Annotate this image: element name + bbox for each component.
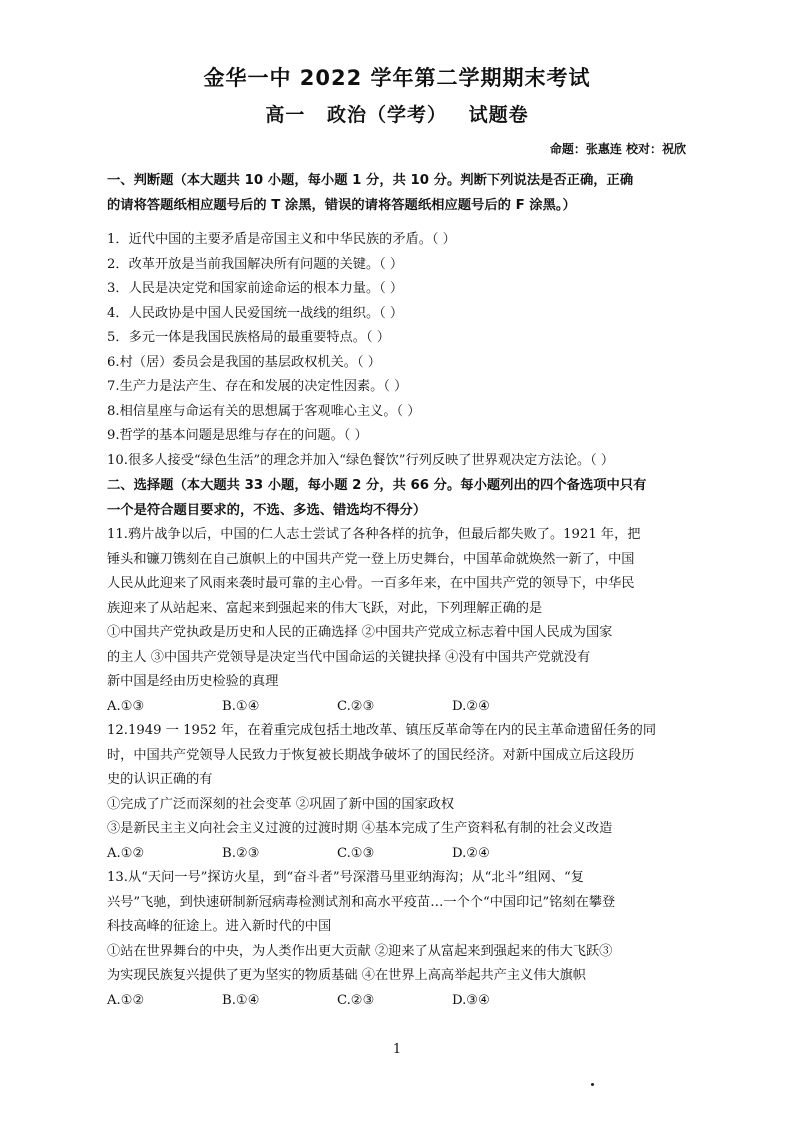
q13-stem-line: 13.从“天问一号”探访火星，到“奋斗者”号深潜马里亚纳海沟；从“北斗”组网、“复 — [107, 870, 584, 885]
q12-statement-line: ③是新民主主义向社会主义过渡的过渡时期 ④基本完成了生产资料私有制的社会义改造 — [107, 821, 613, 836]
q11-option-a: A.①③ — [107, 698, 145, 714]
q13-option-d: D.③④ — [452, 992, 490, 1008]
q11-option-b: B.①④ — [222, 698, 260, 714]
section1-heading-line2: 的请将答题纸相应题号后的 T 涂黑，错误的请将答题纸相应题号后的 F 涂黑。） — [107, 198, 576, 213]
q11-stem-line: 锤头和镰刀镌刻在自己旗帜上的中国共产党一登上历史舞台，中国革命就焕然一新了，中国 — [107, 551, 635, 567]
tf-item-6: 6.村（居）委员会是我国的基层政权机关。（ ） — [107, 354, 381, 370]
q13-stem-line: 科技高峰的征途上。进入新时代的中国 — [107, 919, 332, 934]
q12-option-d: D.②④ — [452, 845, 490, 861]
q11-stem-line: 人民从此迎来了风雨来袭时最可靠的主心骨。一百多年来，在中国共产党的领导下，中华民 — [107, 576, 635, 591]
q12-statement-line: ①完成了广泛而深刻的社会变革 ②巩固了新中国的国家政权 — [107, 796, 455, 812]
tf-item-5: 5．多元一体是我国民族格局的最重要特点。（ ） — [107, 330, 390, 345]
section2-heading-line1: 二、选择题（本大题共 33 小题，每小题 2 分，共 66 分。每小题列出的四个备选项中只有 — [107, 478, 647, 493]
exam-subtitle: 高一 政治（学考） 试题卷 — [265, 104, 529, 126]
tf-item-4: 4．人民政协是中国人民爱国统一战线的组织。（ ） — [107, 305, 404, 321]
tf-item-9: 9.哲学的基本问题是思维与存在的问题。（ ） — [107, 428, 368, 443]
tf-item-10: 10.很多人接受“绿色生活”的理念并加入“绿色餐饮”行列反映了世界观决定方法论。（ ） — [107, 452, 615, 468]
q11-option-c: C.②③ — [337, 698, 375, 714]
q11-statement-line: ①中国共产党执政是历史和人民的正确选择 ②中国共产党成立标志着中国人民成为国家 — [107, 625, 613, 640]
q13-option-c: C.②③ — [337, 992, 375, 1008]
tf-item-1: 1．近代中国的主要矛盾是帝国主义和中华民族的矛盾。（ ） — [107, 232, 456, 247]
q13-option-b: B.①④ — [222, 992, 260, 1008]
section1-heading-line1: 一、判断题（本大题共 10 小题，每小题 1 分，共 10 分。判断下列说法是否正确，正确 — [107, 173, 634, 188]
q13-stem-line: 兴号”飞驰，到快速研制新冠病毒检测试剂和高水平疫苗…一个个“中国印记”铭刻在攀登 — [107, 894, 616, 910]
q12-options — [107, 842, 690, 867]
q11-options — [107, 695, 690, 720]
page-number: 1 — [392, 1042, 402, 1057]
tf-item-8: 8.相信星座与命运有关的思想属于客观唯心主义。（ ） — [107, 403, 421, 419]
question-12 — [107, 719, 690, 866]
tf-item-3: 3．人民是决定党和国家前途命运的根本力量。（ ） — [107, 281, 404, 296]
q13-statement-line: 为实现民族复兴提供了更为坚实的物质基础 ④在世界上高高举起共产主义伟大旗帜 — [107, 968, 586, 983]
q12-option-c: C.①③ — [337, 845, 375, 861]
q11-stem-line: 11.鸦片战争以后，中国的仁人志士尝试了各种各样的抗争，但最后都失败了。1921 年，把 — [107, 527, 641, 542]
question-13 — [107, 866, 690, 1013]
author-byline: 命题：张惠连 校对：祝欣 — [549, 142, 686, 156]
q12-stem-line: 史的认识正确的有 — [107, 772, 213, 787]
exam-title: 金华一中 2022 学年第二学期期末考试 — [203, 66, 591, 90]
q11-option-d: D.②④ — [452, 698, 490, 714]
q11-statement-line: 新中国是经由历史检验的真理 — [107, 674, 279, 689]
exam-content — [107, 168, 690, 1013]
q11-stem-line: 族迎来了从站起来、富起来到强起来的伟大飞跃，对此，下列理解正确的是 — [107, 600, 543, 616]
tf-item-2: 2．改革开放是当前我国解决所有问题的关键。（ ） — [107, 256, 404, 272]
section2-heading-line2: 一个是符合题目要求的，不选、多选、错选均不得分） — [107, 503, 427, 518]
scan-speck — [591, 1083, 594, 1086]
q13-option-a: A.①② — [107, 992, 145, 1008]
tf-item-7: 7.生产力是法产生、存在和发展的决定性因素。（ ） — [107, 379, 408, 394]
question-11 — [107, 523, 690, 719]
q12-option-b: B.②③ — [222, 845, 260, 861]
q12-option-a: A.①② — [107, 845, 145, 861]
q13-statement-line: ①站在世界舞台的中央，为人类作出更大贡献 ②迎来了从富起来到强起来的伟大飞跃③ — [107, 943, 613, 959]
q11-statement-line: 的主人 ③中国共产党领导是决定当代中国命运的关键抉择 ④没有中国共产党就没有 — [107, 649, 591, 665]
q13-options — [107, 989, 690, 1014]
q12-stem-line: 时，中国共产党领导人民致力于恢复被长期战争破坏了的国民经济。对新中国成立后这段历 — [107, 747, 635, 763]
q12-stem-line: 12.1949 一 1952 年，在着重完成包括土地改革、镇压反革命等在内的民主革命遗留任务的同 — [107, 723, 657, 738]
